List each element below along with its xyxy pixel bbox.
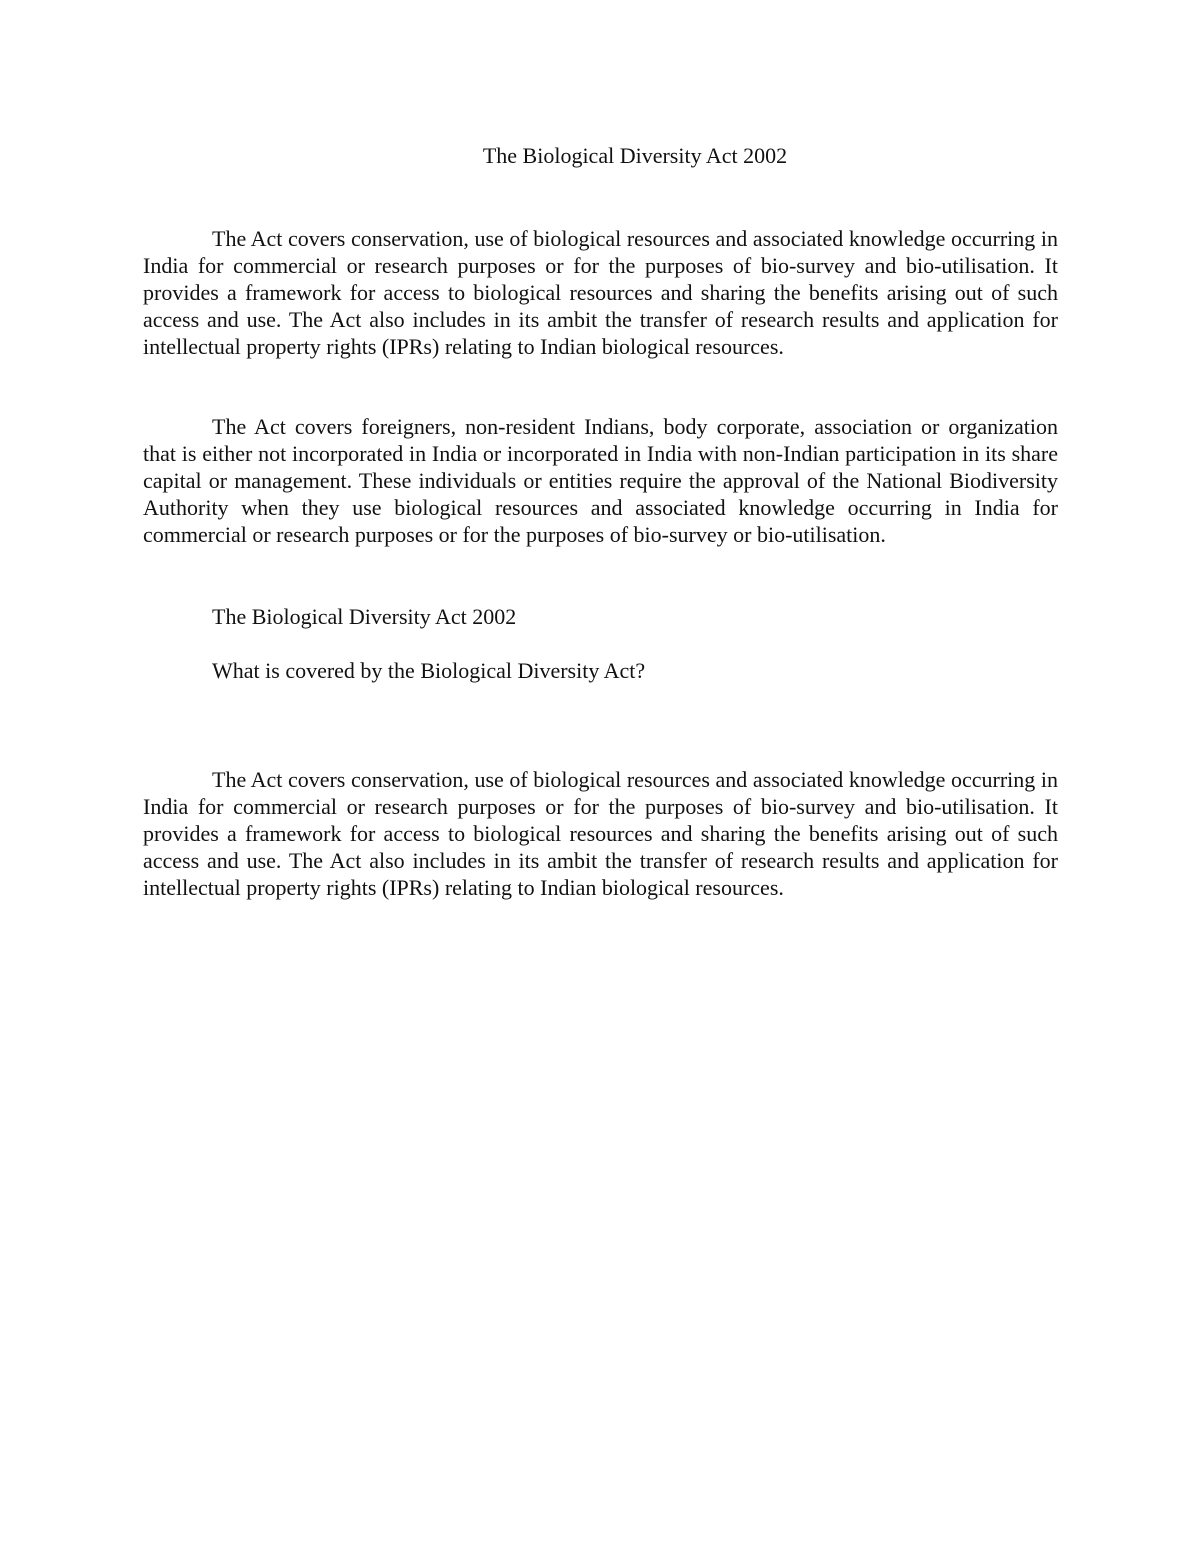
paragraph-act-scope-repeat: The Act covers conservation, use of biological resources and associated knowledge occurring in India for commercial or research purposes or for the purposes of bio-survey and bio-utilisation. It provides a framework for access to biological resources and sharing the benefits arising out of such access and use. The Act also includes in its ambit the transfer of research results and application for intellectual property rights (IPRs) relating to Indian biological resources. (143, 767, 1058, 900)
paragraph-act-scope: The Act covers conservation, use of biological resources and associated knowledge occurring in India for commercial or research purposes or for the purposes of bio-survey and bio-utilisation. It provides a framework for access to biological resources and sharing the benefits arising out of such access and use. The Act also includes in its ambit the transfer of research results and application for intellectual property rights (IPRs) relating to Indian biological resources. (143, 226, 1058, 359)
section-question: What is covered by the Biological Diversity Act? (212, 658, 646, 683)
section-title: The Biological Diversity Act 2002 (212, 604, 517, 629)
document-title: The Biological Diversity Act 2002 (482, 143, 788, 168)
paragraph-act-coverage-foreigners: The Act covers foreigners, non-resident Indians, body corporate, association or organization that is either not incorporated in India or incorporated in India with non-Indian participation in its share capital or management. These individuals or entities require the approval of the National Biodiversity Authority when they use biological resources and associated knowledge occurring in India for commercial or research purposes or for the purposes of bio-survey or bio-utilisation. (143, 414, 1058, 547)
